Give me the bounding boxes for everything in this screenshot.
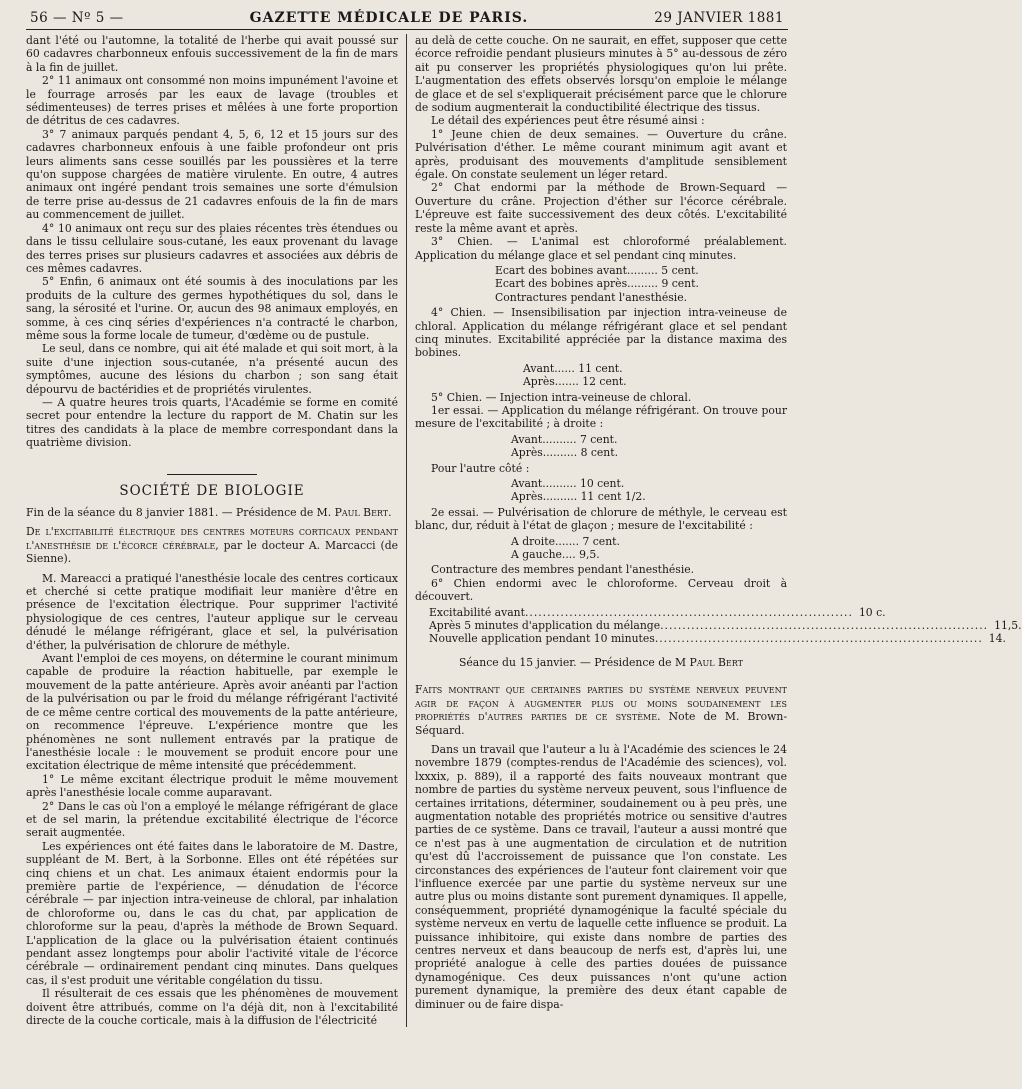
session-text: Fin de la séance du 8 janvier 1881. — Présidence de M. — [26, 506, 332, 519]
paragraph: Le détail des expériences peut être résumé ainsi : — [431, 114, 705, 128]
section-title: SOCIÉTÉ DE BIOLOGIE — [119, 482, 305, 499]
paragraph: Le seul, dans ce nombre, qui ait été malade et qui soit mort, à la suite d'une injection sous-cutanée, n'a présenté aucun des symptômes, aucune des lésions du charbon ; son sang était dépourvu de bactéridies et de propriétés virulentes. — [26, 342, 398, 396]
article-title — [415, 683, 787, 737]
measure-table — [415, 264, 787, 304]
paragraph: — A quatre heures trois quarts, l'Académie se forme en comité secret pour entendre la lecture du rapport de M. Chatin sur les titres des candidats à la place de membre correspondant dans la quatrième division. — [26, 395, 398, 450]
paragraph: 1° Jeune chien de deux semaines. — Ouverture du crâne. Pulvérisation d'éther. Le même courant minimum agit avant et après, produisant des mouvements d'amplitude sensiblement égale. On constate seulement un léger retard. — [415, 127, 787, 182]
measure-table — [415, 535, 787, 562]
paragraph: Dans un travail que l'auteur a lu à l'Académie des sciences le 24 novembre 1879 (comptes-rendus de l'Académie des sciences), vol. lxxxix, p. 889), il a rapporté des faits nouveaux montrant que nombre de parties du système nerveux peuvent, sous l'influence de certaines irritations, déterminer, soudainement ou à peu près, une augmentation notable des propriétés motrice ou sensitive d'autres parties de ce système. Dans ce travail, l'auteur a aussi montré que ce n'est pas à une augmentation de circulation et de nutrition qu'est dû l'accroissement de puissance que l'on constate. Les circonstances des expériences de l'auteur font clairement voir que l'influence exercée par une partie du système nerveux sur une autre plus ou moins distante sont purement dynamiques. Il appelle, conséquemment, propriété dynamogénique la faculté spéciale du système nerveux en vertu de laquelle cette influence se produit. La puissance inhibitoire, qui existe dans nombre de parties des centres nerveux et dans beaucoup de nerfs est, d'après lui, une propriété analogue à celle des parties douées de puissance dynamogénique. Ces deux puissances n'ont qu'une action purement dynamique, la première des deux étant capable de diminuer ou de faire dispa- — [415, 742, 787, 1011]
page-number: 56 — [30, 10, 49, 26]
article-title-text: Faits montrant que certaines parties du système nerveux peuvent agir de façon à augmenter plus ou moins soudainement les propriétés d'autres parties de ce système. — [415, 683, 787, 724]
article-title-text: De l'excitabilité électrique des centres moteurs corticaux pendant l'anesthésie de l'écorce cérébrale, — [26, 525, 398, 552]
measure-row: Ecart des bobines après......... 9 cent. — [495, 277, 699, 291]
paragraph: 5° Chien. — Injection intra-veineuse de chloral. — [431, 390, 692, 404]
paragraph: 2° Chat endormi par la méthode de Brown-Sequard — Ouverture du crâne. Projection d'éther sur l'écorce cérébrale. L'épreuve est faite successivement des deux côtés. L'excitabilité reste la même avant et après. — [415, 181, 787, 235]
measure-note: Contractures pendant l'anesthésie. — [495, 290, 688, 304]
article-byline: par le docteur A. Marcacci (de Sienne). — [26, 538, 399, 566]
measure-row: Après.......... 8 cent. — [511, 446, 619, 460]
measure-row: Après....... 12 cent. — [523, 375, 627, 389]
measure-row: Ecart des bobines avant......... 5 cent. — [495, 263, 699, 277]
article-title — [26, 525, 398, 565]
paragraph: 3° Chien. — L'animal est chloroformé préalablement. Application du mélange glace et sel pendant cinq minutes. — [415, 235, 787, 262]
text-columns — [26, 34, 1022, 1028]
measure-row: Avant.......... 10 cent. — [511, 477, 625, 490]
paragraph: Contracture des membres pendant l'anesthésie. — [431, 563, 695, 577]
measure-row: A droite....... 7 cent. — [511, 534, 620, 548]
measure-row: A gauche.... 9,5. — [511, 548, 600, 562]
paragraph: Il résulterait de ces essais que les phénomènes de mouvement doivent être attribués, comme on l'a déjà dit, non à l'excitabilité directe de la couche corticale, mais à la diffusion de l'électricité — [26, 987, 398, 1028]
measure-row: Avant.......... 7 cent. — [511, 432, 618, 446]
issue-number: — Nº 5 — — [52, 10, 124, 26]
paragraph: 2° 11 animaux ont consommé non moins impunément l'avoine et le fourrage arrosés par les eaux de lavage (troubles et sédimenteuses) de terres prises et mêlées à une forte proportion de détritus de ces cadavres. — [26, 74, 398, 128]
journal-title: GAZETTE MÉDICALE DE PARIS. — [249, 10, 529, 26]
paragraph: Avant l'emploi de ces moyens, on détermine le courant minimum capable de produire la réaction habituelle, par exemple le mouvement de la patte antérieure. Après avoir anéanti par l'action de la pulvérisation ou par le froid du mélange réfrigérant l'activité de ce même centre cortical des mouvements de la patte antérieure, on recommence l'épreuve. L'expérience montre que les phénomènes ne sont nullement entravés par la pratique de l'anesthésie locale : le mouvement se produit encore pour une excitation électrique de même intensité que précédemment. — [26, 652, 398, 773]
paragraph: 4° 10 animaux ont reçu sur des plaies récentes très étendues ou dans le tissu cellulaire sous-cutané, les eaux provenant du lavage des terres prises sur plusieurs cadavres et associées aux débris de ces mêmes cadavres. — [26, 221, 398, 275]
paragraph: 5° Enfin, 6 animaux ont été soumis à des inoculations par les produits de la culture des germes hypothétiques du sol, dans le sang, la sérosité et l'urine. Or, aucun des 98 animaux employés, en somme, à ces cinq séries d'expériences n'a contracté le charbon, même sous la forme locale de tumeur, d'œdème ou de pustule. — [26, 275, 398, 342]
page-header — [26, 10, 788, 30]
article-byline: Note de M. Brown-Séquard. — [415, 710, 787, 737]
measure-table — [415, 362, 787, 389]
paragraph: au delà de cette couche. On ne saurait, en effet, supposer que cette écorce refroidie pendant plusieurs minutes à 5° au-dessous de zéro ait pu conserver les propriétés physiologiques qu'on lui prête. L'augmentation des effets observés lorsqu'on emploie le mélange de glace et de sel s'expliquerait précisément parce que le chlorure de sodium augmenterait la conductibilité électrique des tissus. — [415, 34, 787, 115]
paragraph: 1° Le même excitant électrique produit le même mouvement après l'anesthésie locale comme auparavant. — [26, 772, 398, 800]
page-number-issue — [30, 10, 124, 26]
measure-row: Nouvelle application pendant 10 minutes .......................................................................... 14. — [429, 632, 1006, 646]
session-president: Paul Bert. — [334, 506, 392, 519]
paragraph: 3° 7 animaux parqués pendant 4, 5, 6, 12 et 15 jours sur des cadavres charbonneux enfouis à une faible profondeur ont pris leurs aliments sans cesse souillés par les poussières et la terre qu'on suppose chargées de matière virulente. En outre, 4 autres animaux ont ingéré pendant trois semaines une sorte d'émulsion de terre prise au-dessus de 21 cadavres enfouis de la fin de mars au commencement de juillet. — [26, 127, 398, 222]
paragraph: 1er essai. — Application du mélange réfrigérant. On trouve pour mesure de l'excitabilité ; à droite : — [415, 403, 787, 431]
paragraph: 2e essai. — Pulvérisation de chlorure de méthyle, le cerveau est blanc, dur, réduit à l'état de glaçon ; mesure de l'excitabilité : — [415, 505, 787, 533]
measure-table — [415, 433, 787, 460]
measure-row: Avant...... 11 cent. — [523, 361, 623, 375]
measure-row: Après 5 minutes d'application du mélange .......................................................................... 11,5. — [429, 619, 1022, 633]
measure-row: Après.......... 11 cent 1/2. — [511, 490, 646, 504]
paragraph: 2° Dans le cas où l'on a employé le mélange réfrigérant de glace et de sel marin, la prétendue excitabilité électrique de l'écorce serait augmentée. — [26, 799, 398, 840]
session-text: Séance du 15 janvier. — Présidence de M — [459, 655, 686, 669]
measure-table — [415, 605, 1022, 646]
session-line — [26, 506, 398, 519]
paragraph: M. Mareacci a pratiqué l'anesthésie locale des centres corticaux et cherché si cette pratique modifiait leur manière d'être en présence de l'excitation électrique. Pour supprimer l'activité physiologique de ces centres, l'auteur applique sur le cerveau dénudé le mélange réfrigérant, glace et sel, la pulvérisation d'éther, la pulvérisation de chlorure de méthyle. — [26, 571, 398, 652]
paragraph: Pour l'autre côté : — [431, 461, 530, 475]
measure-table — [415, 477, 787, 504]
paragraph: 4° Chien. — Insensibilisation par injection intra-veineuse de chloral. Application du mélange réfrigérant glace et sel pendant cinq minutes. Excitabilité appréciée par la distance maxima des bobines. — [415, 306, 787, 360]
session-president: Paul Bert — [689, 655, 743, 669]
paragraph: 6° Chien endormi avec le chloroforme. Cerveau droit à découvert. — [415, 576, 787, 604]
right-column — [406, 34, 1022, 1027]
paragraph: dant l'été ou l'automne, la totalité de l'herbe qui avait poussé sur 60 cadavres charbonneux enfouis successivement de la fin de mars à la fin de juillet. — [26, 34, 398, 74]
left-column — [26, 34, 406, 1027]
measure-row: Excitabilité avant .......................................................................... 10 c. — [429, 605, 886, 619]
issue-date: 29 JANVIER 1881 — [654, 10, 784, 26]
session-line — [415, 656, 787, 669]
section-divider — [167, 474, 257, 475]
paragraph: Les expériences ont été faites dans le laboratoire de M. Dastre, suppléant de M. Bert, à la Sorbonne. Elles ont été répétées sur cinq chiens et un chat. Les animaux étaient endormis pour la première partie de l'expérience, — dénudation de l'écorce cérébrale — par injection intra-veineuse de chloral, par inhalation de chloroforme ou, dans le cas du chat, par application de chloroforme sur la peau, d'après la méthode de Brown Sequard. L'application de la glace ou la pulvérisation étaient continués pendant assez longtemps pour abolir l'activité vitale de l'écorce cérébrale — ordinairement pendant cinq minutes. Dans quelques cas, il s'est produit une véritable congélation du tissu. — [26, 839, 398, 987]
